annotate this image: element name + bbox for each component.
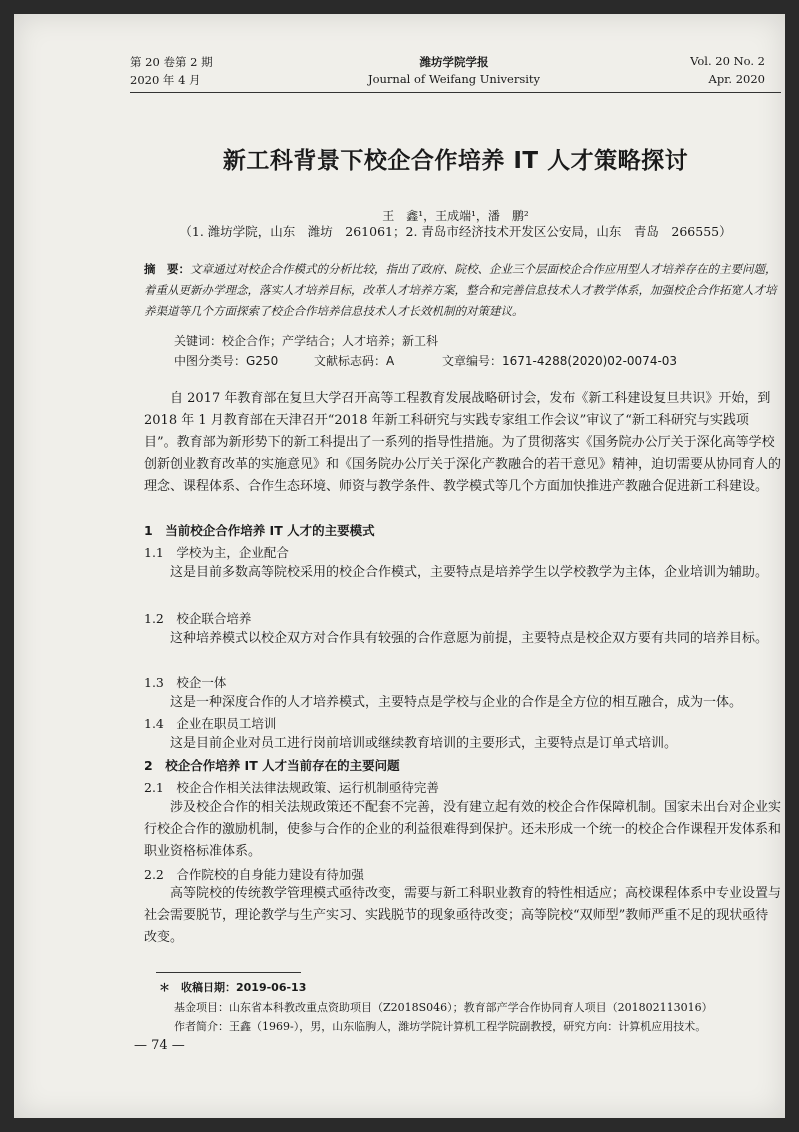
footnote-bio: 作者简介：王鑫（1969-），男，山东临朐人，潍坊学院计算机工程学院副教授，研究方向：计算机应用技术。 [174,1020,707,1033]
header-date-cn: 2020 年 4 月 [130,73,201,87]
abstract [144,259,781,322]
section-1-heading: 1 当前校企合作培养 IT 人才的主要模式 [144,523,375,538]
subsection-1-4-heading: 1.4 企业在职员工培训 [144,716,277,731]
affiliation: （1. 潍坊学院，山东 潍坊 261061；2. 青岛市经济技术开发区公安局，山东 青岛 266555） [179,224,732,239]
subsection-1-3-text: 这是一种深度合作的人才培养模式，主要特点是学校与企业的合作是全方位的相互融合，成为一体。 [170,695,743,710]
authors: 王 鑫¹，王成端¹，潘 鹏² [382,209,529,223]
subsection-2-2-text: 高等院校的传统教学管理模式亟待改变，需要与新工科职业教育的特性相适应；高校课程体系中专业设置与社会需要脱节，理论教学与生产实习、实践脱节的现象亟待改变；高等院校“双师型”教师严重不足的现状亟待改变。 [144,886,782,945]
page-number: — 74 — [134,1038,185,1053]
abstract-text: 文章通过对校企合作模式的分析比较，指出了政府、院校、企业三个层面校企合作应用型人才培养存在的主要问题，着重从更新办学理念，落实人才培养目标，改革人才培养方案，整合和完善信息技术人才教学体系，加强校企合作拓宽人才培养渠道等几个方面探索了校企合作培养信息技术人才长效机制的对策建议。 [144,262,777,318]
article-title: 新工科背景下校企合作培养 IT 人才策略探讨 [222,148,689,174]
subsection-2-1-heading: 2.1 校企合作相关法律法规政策、运行机制亟待完善 [144,780,439,795]
subsection-1-4-text: 这是目前企业对员工进行岗前培训或继续教育培训的主要形式，主要特点是订单式培训。 [170,736,678,751]
keywords: 关键词：校企合作；产学结合；人才培养；新工科 [174,334,439,348]
article-number: 文章编号：1671-4288(2020)02-0074-03 [442,354,678,368]
footnote-rule [156,972,301,973]
header-date-en: Apr. 2020 [708,72,765,86]
header-volume-en: Vol. 20 No. 2 [690,54,765,68]
subsection-1-3-heading: 1.3 校企一体 [144,675,227,690]
header-rule [130,92,781,93]
header-journal-cn: 潍坊学院学报 [419,55,489,69]
intro-paragraph: 自 2017 年教育部在复旦大学召开高等工程教育发展战略研讨会，发布《新工科建设复旦共识》开始，到 2018 年 1 月教育部在天津召开“2018 年新工科研究与实践专家组工作会议”审议了“新工科研究与实践项目”。教育部为新形势下的新工科提出了一系列的指导性措施。为了贯彻落实《国务院办公厅关于深化高等学校创新创业教育改革的实施意见》和《国务院办公厅关于深化产教融合的若干意见》精神，迫切需要从协同育人的理念、课程体系、合作生态环境、师资与教学条件、教学模式等几个方面加快推进产教融合促进新工科建设。 [144,391,782,494]
classification-number: 中图分类号：G250 [174,354,279,368]
footnote-received: ＊ 收稿日期：2019-06-13 [159,981,307,994]
header-volume-cn: 第 20 卷第 2 期 [130,55,213,69]
footnote-fund: 基金项目：山东省本科教改重点资助项目（Z2018S046）；教育部产学合作协同育人项目（201802113016） [174,1001,713,1014]
subsection-1-1-text: 这是目前多数高等院校采用的校企合作模式，主要特点是培养学生以学校教学为主体，企业培训为辅助。 [170,565,769,580]
subsection-2-1-text: 涉及校企合作的相关法规政策还不配套不完善，没有建立起有效的校企合作保障机制。国家未出台对企业实行校企合作的激励机制，使参与合作的企业的利益很难得到保护。还未形成一个统一的校企合作课程开发体系和职业资格标准体系。 [144,800,782,859]
subsection-2-2-heading: 2.2 合作院校的自身能力建设有待加强 [144,867,364,882]
journal-page [14,14,785,1118]
document-code: 文献标志码：A [314,354,395,368]
subsection-1-1-heading: 1.1 学校为主，企业配合 [144,545,289,560]
abstract-label: 摘 要： [144,262,190,276]
subsection-1-2-heading: 1.2 校企联合培养 [144,611,252,626]
section-2-heading: 2 校企合作培养 IT 人才当前存在的主要问题 [144,758,400,773]
subsection-1-2-text: 这种培养模式以校企双方对合作具有较强的合作意愿为前提，主要特点是校企双方要有共同的培养目标。 [170,631,769,646]
header-journal-en: Journal of Weifang University [367,72,541,86]
